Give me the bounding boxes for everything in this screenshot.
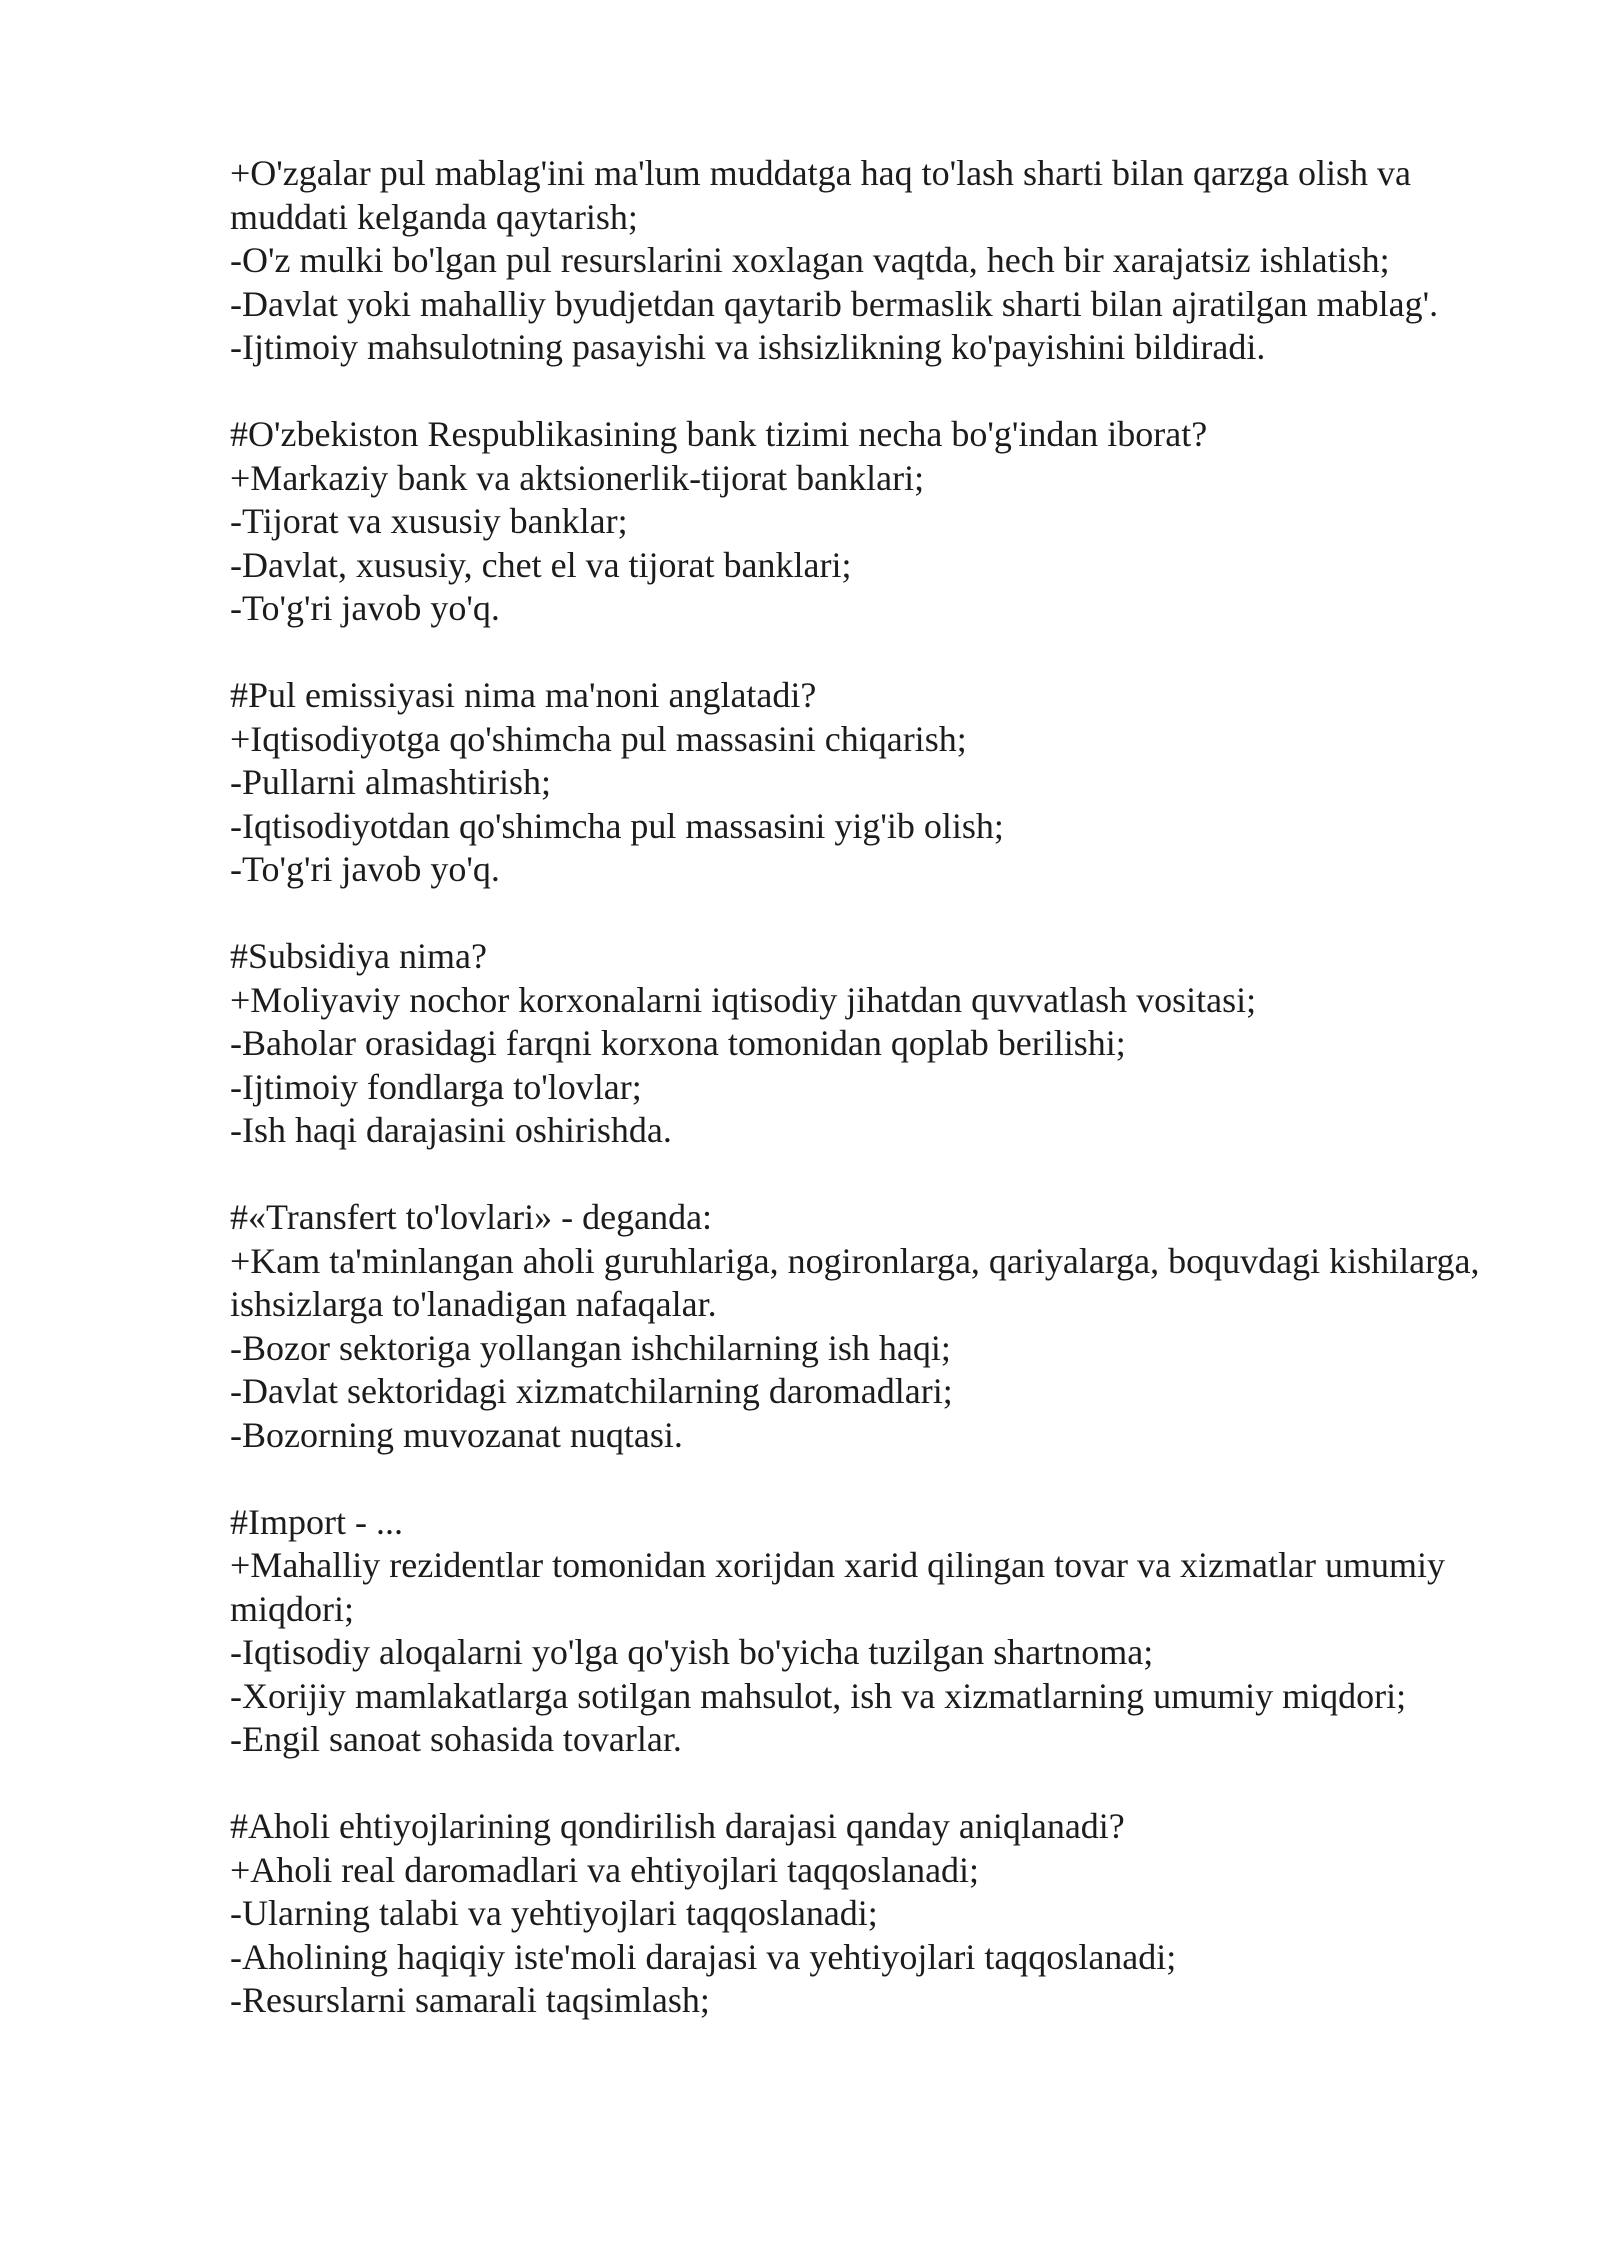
question-block [230, 1805, 1530, 2023]
question-text: #«Transfert to'lovlari» - deganda: [230, 1197, 713, 1237]
correct-answer: +Markaziy bank va aktsionerlik-tijorat banklari; [230, 457, 925, 498]
question-text: #O'zbekiston Respublikasining bank tizimi necha bo'g'indan iborat? [230, 414, 1208, 454]
wrong-answer: -Tijorat va xususiy banklar; [230, 501, 628, 541]
question-block [230, 1501, 1530, 1762]
correct-answer: +Aholi real daromadlari va ehtiyojlari taqqoslanadi; [230, 1849, 980, 1890]
question-text: #Import - ... [230, 1501, 403, 1542]
wrong-answer: -Baholar orasidagi farqni korxona tomonidan qoplab berilishi; [230, 1023, 1126, 1063]
wrong-answer: -Ularning talabi va yehtiyojlari taqqoslanadi; [230, 1893, 878, 1933]
wrong-answer: -Davlat, xususiy, chet el va tijorat banklari; [230, 544, 852, 585]
question-text: #Pul emissiyasi nima ma'noni anglatadi? [230, 675, 817, 715]
wrong-answer: -Ijtimoiy mahsulotning pasayishi va ishsizlikning ko'payishini bildiradi. [230, 327, 1266, 367]
correct-answer: +O'zgalar pul mablag'ini ma'lum muddatga haq to'lash sharti bilan qarzga olish va muddati kelganda qaytarish; [230, 153, 1411, 237]
wrong-answer: -Iqtisodiy aloqalarni yo'lga qo'yish bo'yicha tuzilgan shartnoma; [230, 1632, 1154, 1672]
wrong-answer: -Iqtisodiyotdan qo'shimcha pul massasini yig'ib olish; [230, 805, 1004, 846]
wrong-answer: -Xorijiy mamlakatlarga sotilgan mahsulot, ish va xizmatlarning umumiy miqdori; [230, 1675, 1407, 1716]
wrong-answer: -To'g'ri javob yo'q. [230, 849, 500, 889]
wrong-answer: -Davlat sektoridagi xizmatchilarning daromadlari; [230, 1371, 953, 1411]
wrong-answer: -Resurslarni samarali taqsimlash; [230, 1980, 710, 2020]
correct-answer: +Moliyaviy nochor korxonalarni iqtisodiy jihatdan quvvatlash vositasi; [230, 979, 1257, 1020]
wrong-answer: -Pullarni almashtirish; [230, 762, 551, 802]
document-page [230, 152, 1530, 2066]
question-block [230, 674, 1530, 892]
wrong-answer: -Ijtimoiy fondlarga to'lovlar; [230, 1066, 642, 1107]
answer-block-continued [230, 152, 1530, 370]
wrong-answer: -Davlat yoki mahalliy byudjetdan qaytarib bermaslik sharti bilan ajratilgan mablag'. [230, 283, 1439, 324]
correct-answer: +Mahalliy rezidentlar tomonidan xorijdan xarid qilingan tovar va xizmatlar umumiy miqdori; [230, 1545, 1445, 1629]
wrong-answer: -O'z mulki bo'lgan pul resurslarini xoxlagan vaqtda, hech bir xarajatsiz ishlatish; [230, 240, 1390, 280]
wrong-answer: -Ish haqi darajasini oshirishda. [230, 1110, 672, 1150]
question-block [230, 935, 1530, 1153]
question-text: #Subsidiya nima? [230, 936, 487, 976]
correct-answer: +Iqtisodiyotga qo'shimcha pul massasini chiqarish; [230, 718, 967, 759]
wrong-answer: -Aholining haqiqiy iste'moli darajasi va yehtiyojlari taqqoslanadi; [230, 1936, 1177, 1977]
wrong-answer: -Bozor sektoriga yollangan ishchilarning ish haqi; [230, 1327, 951, 1368]
question-text: #Aholi ehtiyojlarining qondirilish darajasi qanday aniqlanadi? [230, 1806, 1125, 1846]
wrong-answer: -Engil sanoat sohasida tovarlar. [230, 1719, 682, 1759]
question-block [230, 1196, 1530, 1457]
question-block [230, 413, 1530, 631]
correct-answer: +Kam ta'minlangan aholi guruhlariga, nogironlarga, qariyalarga, boquvdagi kishilarga, ishsizlarga to'lanadigan nafaqalar. [230, 1240, 1480, 1324]
wrong-answer: -To'g'ri javob yo'q. [230, 588, 500, 628]
wrong-answer: -Bozorning muvozanat nuqtasi. [230, 1414, 683, 1455]
